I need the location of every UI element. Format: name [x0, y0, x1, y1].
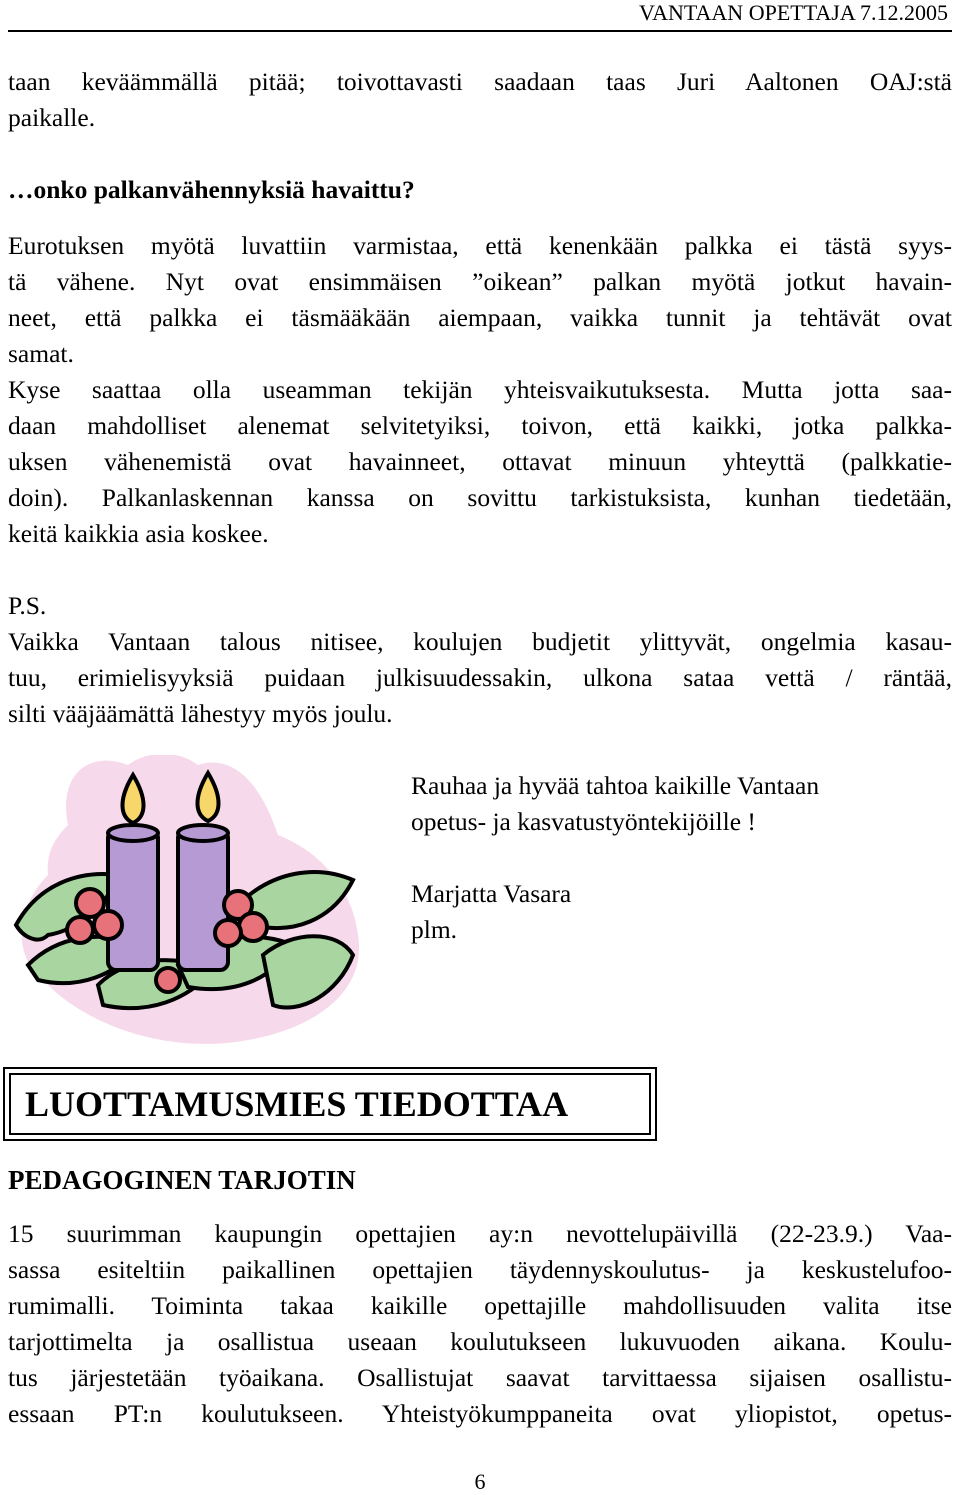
candle-top	[108, 825, 158, 841]
signature	[411, 876, 951, 948]
candle-body	[108, 830, 158, 970]
text-line: doin). Palkanlaskennan kanssa on sovittu tarkistuksista, kunhan tiedetään,	[8, 483, 952, 512]
section-heading: …onko palkanvähennyksiä havaittu?	[8, 175, 415, 204]
text-line: Vaikka Vantaan talous nitisee, koulujen budjetit ylittyvät, ongelmia kasau-	[8, 627, 952, 656]
intro-paragraph	[8, 64, 952, 136]
running-header	[8, 0, 952, 32]
body-paragraph	[8, 1216, 952, 1432]
greeting	[411, 768, 951, 840]
berry	[156, 968, 180, 992]
page-number: 6	[474, 1469, 486, 1494]
boxed-title: LUOTTAMUSMIES TIEDOTTAA	[9, 1073, 651, 1135]
text-line: tuu, erimielisyyksiä puidaan julkisuudessakin, ulkona sataa vettä / räntää,	[8, 663, 952, 692]
wreath-illustration	[8, 755, 374, 1051]
text-line: 15 suurimman kaupungin opettajien ay:n nevottelupäivillä (22-23.9.) Vaa-	[8, 1219, 952, 1248]
text-line: daan mahdolliset alenemat selvitetyiksi, toivon, että kaikki, jotka palkka-	[8, 411, 952, 440]
boxed-title-frame	[3, 1067, 657, 1141]
text-line: Kyse saattaa olla useamman tekijän yhteisvaikutuksesta. Mutta jotta saa-	[8, 375, 952, 404]
text-line: tus järjestetään työaikana. Osallistujat saavat tarvittaessa sijaisen osallistu-	[8, 1363, 952, 1392]
signature-title: plm.	[411, 915, 458, 944]
body-paragraph	[8, 372, 952, 552]
running-title: VANTAAN OPETTAJA 7.12.2005	[639, 0, 948, 25]
text-line: Eurotuksen myötä luvattiin varmistaa, että kenenkään palkka ei tästä syys-	[8, 231, 952, 260]
body-paragraph	[8, 228, 952, 372]
text-line: neet, että palkka ei täsmääkään aiempaan, vaikka tunnit ja tehtävät ovat	[8, 303, 952, 332]
ps-label: P.S.	[8, 591, 47, 620]
greeting-line: opetus- ja kasvatustyöntekijöille !	[411, 807, 756, 836]
text-line: tä vähene. Nyt ovat ensimmäisen ”oikean” palkan myötä jotkut havain-	[8, 267, 952, 296]
greeting-line: Rauhaa ja hyvää tahtoa kaikille Vantaan	[411, 771, 820, 800]
text-line: silti vääjäämättä lähestyy myös joulu.	[8, 699, 393, 728]
text-line: samat.	[8, 339, 74, 368]
advent-candles-wreath-icon	[8, 755, 374, 1051]
signature-name: Marjatta Vasara	[411, 879, 572, 908]
text-line: keitä kaikkia asia koskee.	[8, 519, 269, 548]
candle-body	[178, 830, 228, 970]
berry	[215, 920, 241, 946]
text-line: paikalle.	[8, 103, 96, 132]
text-line: rumimalli. Toiminta takaa kaikille opettajille mahdollisuuden valita itse	[8, 1291, 952, 1320]
leaf	[263, 936, 353, 1007]
text-line: essaan PT:n koulutukseen. Yhteistyökumppaneita ovat yliopistot, opetus-	[8, 1399, 952, 1428]
text-line: uksen vähenemistä ovat havainneet, ottavat minuun yhteyttä (palkkatie-	[8, 447, 952, 476]
ps-paragraph	[8, 588, 952, 732]
text-line: taan keväämmällä pitää; toivottavasti saadaan taas Juri Aaltonen OAJ:stä	[8, 67, 952, 96]
subheading: PEDAGOGINEN TARJOTIN	[8, 1165, 356, 1195]
berry	[239, 913, 267, 941]
text-line: tarjottimelta ja osallistua useaan koulutukseen lukuvuoden aikana. Koulu-	[8, 1327, 952, 1356]
text-line: sassa esiteltiin paikallinen opettajien täydennyskoulutus- ja keskustelufoo-	[8, 1255, 952, 1284]
berry	[67, 917, 93, 943]
berry	[94, 911, 122, 939]
candle-top	[178, 825, 228, 841]
